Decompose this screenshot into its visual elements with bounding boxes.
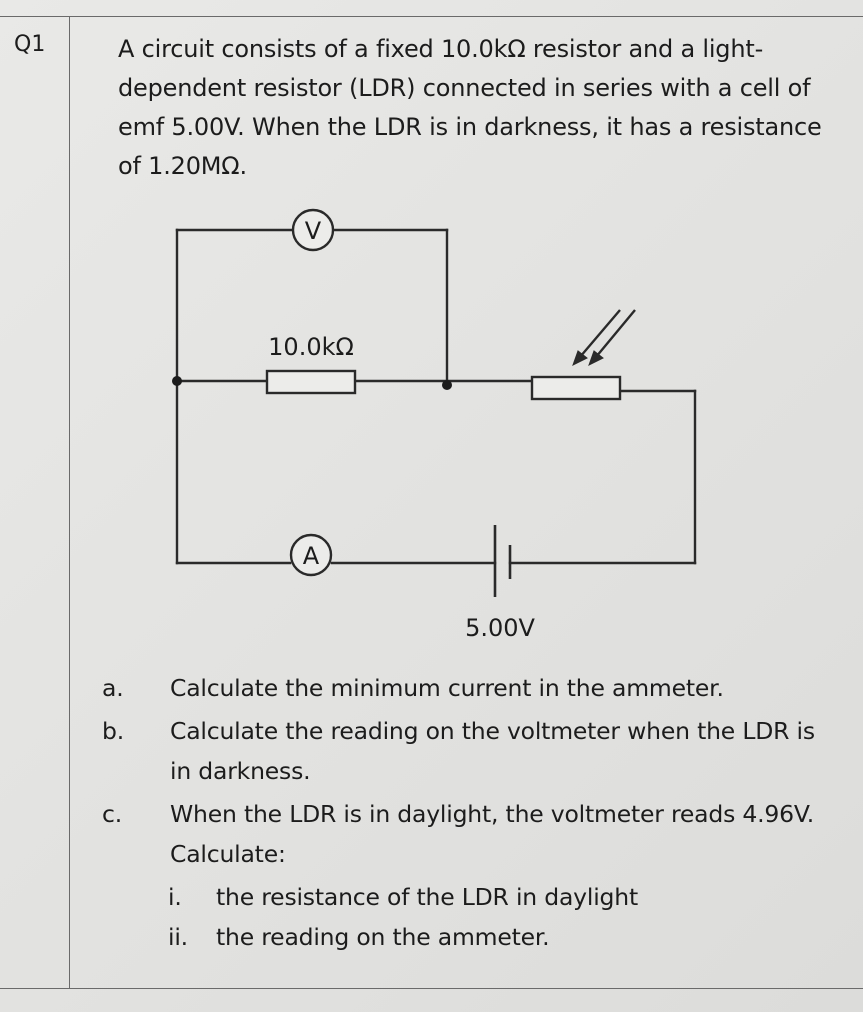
top-border — [0, 16, 863, 17]
part-b — [100, 711, 840, 791]
part-c — [100, 794, 840, 874]
subpart-letter: i. — [168, 883, 182, 911]
part-text: Calculate the reading on the voltmeter when the LDR is in darkness. — [170, 717, 815, 785]
subpart-ii — [168, 917, 840, 957]
junction-dot-left — [172, 376, 182, 386]
part-text: Calculate the minimum current in the ammeter. — [170, 674, 724, 702]
resistor-label: 10.0kΩ — [268, 333, 354, 361]
part-letter: a. — [102, 674, 124, 702]
subpart-text: the resistance of the LDR in daylight — [216, 883, 638, 911]
ldr-resistor — [532, 377, 620, 399]
bottom-border — [0, 988, 863, 989]
cell-emf-label: 5.00V — [465, 614, 535, 642]
subpart-text: the reading on the ammeter. — [216, 923, 550, 951]
circuit-diagram — [150, 195, 710, 655]
junction-dot-right — [442, 380, 452, 390]
subpart-i — [168, 877, 840, 917]
light-arrows-icon — [573, 310, 635, 365]
question-number: Q1 — [14, 32, 46, 57]
part-letter: b. — [102, 717, 124, 745]
question-parts — [100, 668, 840, 957]
question-intro: A circuit consists of a fixed 10.0kΩ resistor and a light-dependent resistor (LDR) connected in series with a cell of emf 5.00V. When the LDR is in darkness, it has a resistance of 1.20MΩ. — [118, 35, 822, 180]
cell-symbol — [495, 525, 510, 597]
left-margin-border — [69, 16, 70, 988]
voltmeter-symbol: V — [304, 217, 322, 245]
part-letter: c. — [102, 800, 122, 828]
part-a — [100, 668, 840, 708]
fixed-resistor — [267, 371, 355, 393]
subpart-letter: ii. — [168, 923, 188, 951]
ammeter-symbol: A — [302, 542, 320, 570]
part-text: When the LDR is in daylight, the voltmeter reads 4.96V. Calculate: — [170, 800, 815, 868]
